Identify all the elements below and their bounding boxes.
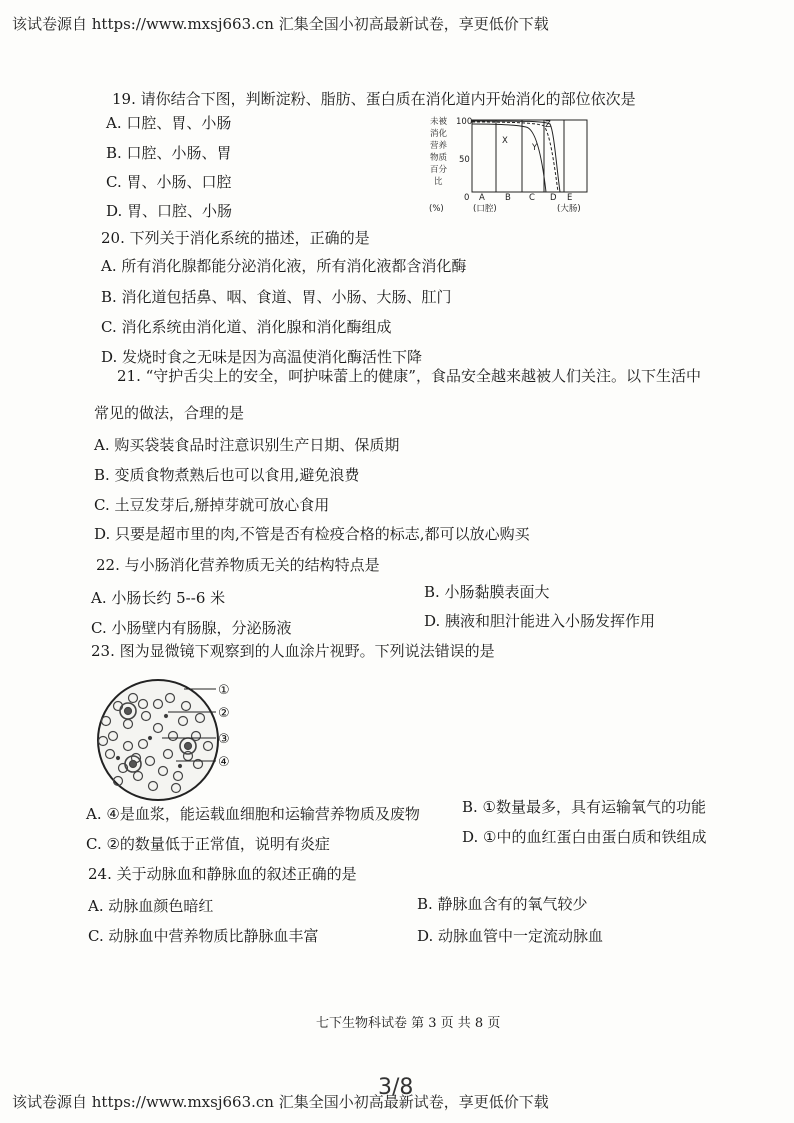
q21-option-b: B. 变质食物煮熟后也可以食用,避免浪费 [94,466,360,484]
q23-option-b: B. ①数量最多，具有运输氧气的功能 [462,798,707,816]
q21-option-c: C. 土豆发芽后,掰掉芽就可放心食用 [94,496,330,514]
q24-stem: 24. 关于动脉血和静脉血的叙述正确的是 [88,865,357,883]
fig-frame [472,120,587,192]
digestion-curve-figure [426,112,611,220]
fig-xsub-left: (口腔) [473,204,497,214]
q19-stem: 19. 请你结合下图，判断淀粉、脂肪、蛋白质在消化道内开始消化的部位依次是 [112,90,636,108]
q23-option-a: A. ④是血浆，能运载血细胞和运输营养物质及废物 [86,805,420,823]
fig-curve-x: X [502,136,508,146]
fig-xtick-a: A [479,193,485,203]
platelet [165,715,168,718]
cell-nucleus [130,761,137,768]
q24-option-d: D. 动脉血管中一定流动脉血 [417,927,604,945]
platelet [149,737,152,740]
fig-curve-line-z [472,121,560,192]
fig-ylabel-6: 比 [434,177,443,187]
fig-ylabel-7: (%) [429,204,444,214]
fig-xsub-right: (大肠) [557,204,581,214]
fig-ylabel-5: 百分 [430,165,448,175]
label-1: ① [218,683,230,698]
q24-option-b: B. 静脉血含有的氧气较少 [417,895,588,913]
fig-ylabel-2: 消化 [430,129,448,139]
q19-option-b: B. 口腔、小肠、胃 [106,144,232,162]
source-footer: 该试卷源自 https://www.mxsj663.cn 汇集全国小初高最新试卷，享更低价下载 [12,1093,549,1111]
q24-option-c: C. 动脉血中营养物质比静脉血丰富 [88,927,319,945]
q22-option-d: D. 胰液和胆汁能进入小肠发挥作用 [424,612,656,630]
fig-xtick-b: B [505,193,511,203]
fig-xtick-d: D [550,193,557,203]
fig-ylabel-4: 物质 [430,153,448,163]
q19-option-a: A. 口腔、胃、小肠 [106,114,232,132]
q23-option-c: C. ②的数量低于正常值，说明有炎症 [86,835,330,853]
q21-option-a: A. 购买袋装食品时注意识别生产日期、保质期 [94,436,400,454]
fig-xtick-e: E [567,193,573,203]
label-4: ④ [218,755,230,770]
fig-ytick-100: 100 [456,117,473,127]
q23-option-d: D. ①中的血红蛋白由蛋白质和铁组成 [462,828,707,846]
q19-option-d: D. 胃、口腔、小肠 [106,202,233,220]
fig-ytick-50: 50 [459,155,470,165]
q19-option-c: C. 胃、小肠、口腔 [106,173,232,191]
q21-stem-2: 常见的做法，合理的是 [94,404,245,422]
cell-nucleus [185,743,192,750]
fig-curve-y: Y [532,143,538,153]
q21-option-d: D. 只要是超市里的肉,不管是否有检疫合格的标志,都可以放心购买 [94,525,530,543]
q21-stem-1: 21. “守护舌尖上的安全，呵护味蕾上的健康”，食品安全越来越被人们关注。以下生活中 [117,367,701,385]
cell-nucleus [125,708,132,715]
q20-option-a: A. 所有消化腺都能分泌消化液，所有消化液都含消化酶 [101,257,467,275]
q24-option-a: A. 动脉血颜色暗红 [88,897,214,915]
q23-stem: 23. 图为显微镜下观察到的人血涂片视野。下列说法错误的是 [91,642,495,660]
fig-ytick-0: 0 [464,193,470,203]
platelet [117,757,120,760]
q20-option-b: B. 消化道包括鼻、咽、食道、胃、小肠、大肠、肛门 [101,288,452,306]
fig-xtick-c: C [529,193,535,203]
page-footer: 七下生物科试卷 第 3 页 共 8 页 [316,1016,501,1031]
q20-option-d: D. 发烧时食之无味是因为高温使消化酶活性下降 [101,348,423,366]
fig-curve-line-x [472,124,546,192]
q22-stem: 22. 与小肠消化营养物质无关的结构特点是 [96,556,380,574]
fig-ylabel-3: 营养 [430,141,448,151]
q22-option-b: B. 小肠黏膜表面大 [424,583,550,601]
fig-curve-z: Z [545,120,551,130]
fig-ylabel-1: 未被 [430,117,448,127]
q22-option-a: A. 小肠长约 5--6 米 [91,589,226,607]
source-header: 该试卷源自 https://www.mxsj663.cn 汇集全国小初高最新试卷，享更低价下载 [12,15,549,33]
q22-option-c: C. 小肠壁内有肠腺，分泌肠液 [91,619,292,637]
blood-smear-figure [88,676,248,806]
platelet [179,765,182,768]
label-2: ② [218,706,230,721]
q20-stem: 20. 下列关于消化系统的描述，正确的是 [101,229,370,247]
label-3: ③ [218,732,230,747]
page-indicator: 3/8 [378,1075,414,1100]
q20-option-c: C. 消化系统由消化道、消化腺和消化酶组成 [101,318,392,336]
